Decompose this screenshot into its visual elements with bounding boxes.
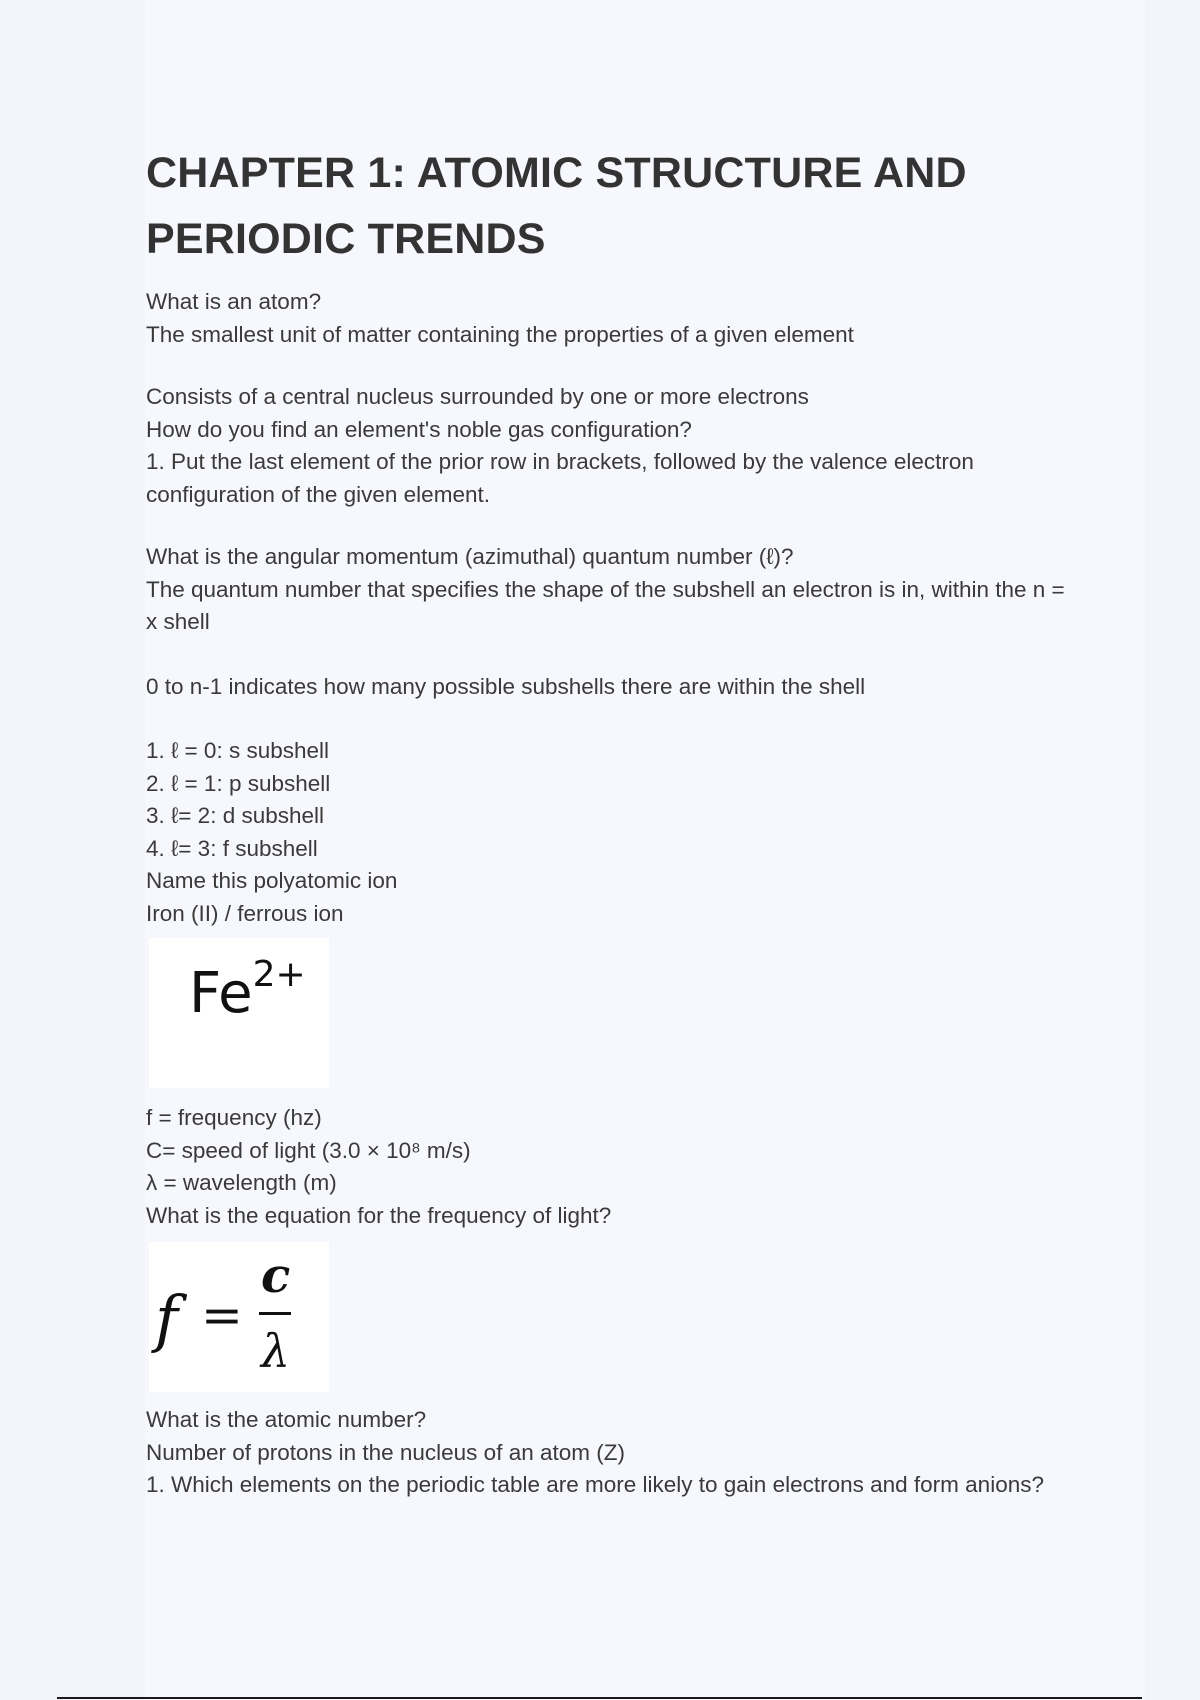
spacer: [146, 639, 1066, 671]
watermark: [146, 511, 1066, 541]
fraction-bar: [259, 1312, 291, 1315]
equation-denominator: λ: [261, 1324, 291, 1378]
equation-numerator: c: [261, 1248, 291, 1304]
subshell-list-item: 3. ℓ= 2: d subshell: [146, 803, 325, 828]
ion-image: [149, 938, 329, 1088]
question-polyatomic-ion: Name this polyatomic ion: [146, 868, 398, 893]
answer-quantum-number: The quantum number that specifies the shape of the subshell an electron is in, within the n = x shell: [146, 576, 1065, 634]
subshell-list-item: 2. ℓ = 1: p subshell: [146, 770, 331, 796]
question-frequency-equation: What is the equation for the frequency of light?: [146, 1202, 612, 1228]
answer-atomic-number: Number of protons in the nucleus of an atom (Z): [146, 1439, 625, 1465]
equation-equals: =: [201, 1286, 243, 1344]
question-noble-gas: How do you find an element's noble gas configuration?: [146, 416, 692, 442]
question-quantum-number: What is the angular momentum (azimuthal) quantum number (ℓ)?: [146, 544, 794, 569]
answer-noble-gas: 1. Put the last element of the prior row in brackets, followed by the valence electron configuration of the given element.: [146, 449, 974, 507]
detail-quantum-number: 0 to n-1 indicates how many possible subshells there are within the shell: [146, 673, 866, 699]
chapter-title: CHAPTER 1: ATOMIC STRUCTURE AND PERIODIC TRENDS: [146, 149, 967, 263]
question-anions: 1. Which elements on the periodic table are more likely to gain electrons and form anions?: [146, 1472, 1044, 1497]
answer-polyatomic-ion: Iron (II) / ferrous ion: [146, 900, 344, 926]
spacer: [146, 351, 1066, 381]
document-content: [146, 140, 1066, 1502]
detail-atom: Consists of a central nucleus surrounded by one or more electrons: [146, 384, 809, 409]
ion-formula: [189, 954, 306, 1026]
subshell-list-item: 1. ℓ = 0: s subshell: [146, 738, 329, 763]
equation-svg: [149, 1242, 329, 1392]
subshell-list-item: 4. ℓ= 3: f subshell: [146, 835, 318, 861]
equation-lhs: f: [155, 1282, 178, 1355]
spacer: [146, 703, 1066, 735]
ion-symbol: Fe: [189, 961, 253, 1026]
answer-atom: The smallest unit of matter containing the properties of a given element: [146, 321, 854, 347]
equation-image: [149, 1242, 329, 1392]
definition-frequency: f = frequency (hz): [146, 1105, 322, 1130]
question-atom: What is an atom?: [146, 289, 322, 314]
bottom-rule: [57, 1697, 1142, 1699]
definition-wavelength: λ = wavelength (m): [146, 1170, 337, 1195]
question-atomic-number: What is the atomic number?: [146, 1407, 427, 1432]
definition-speed-of-light: C= speed of light (3.0 × 10⁸ m/s): [146, 1137, 471, 1163]
ion-charge: 2+: [252, 954, 306, 995]
